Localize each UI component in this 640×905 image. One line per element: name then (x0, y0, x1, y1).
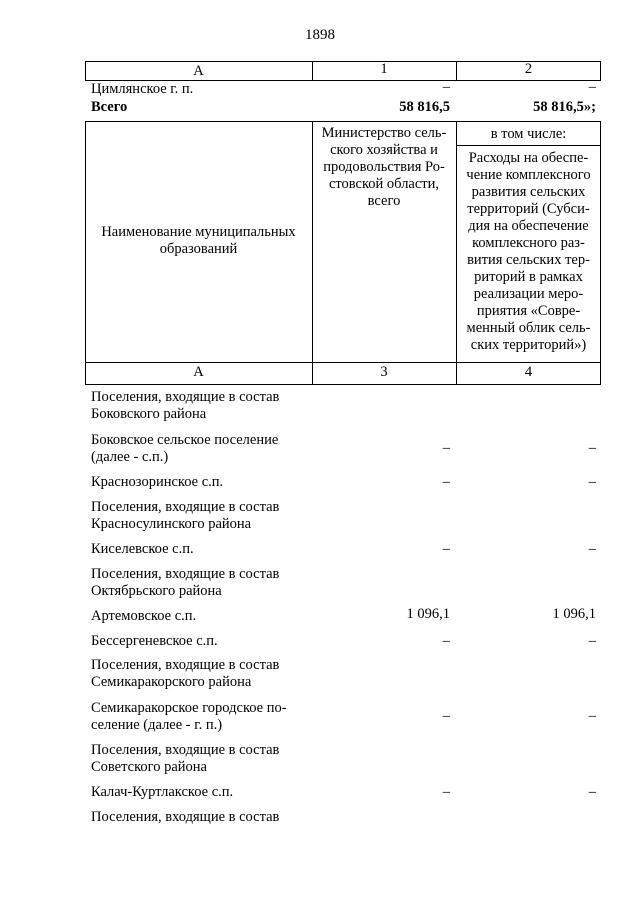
row-krasnozorinskoe-col4: – (588, 474, 596, 490)
row-semikarakorskoe-col4: – (588, 708, 596, 724)
row-bessergenevskoe-col4: – (588, 633, 596, 649)
row-semikarakorsky-district: Поселения, входящие в состав Семикаракорского района (91, 657, 280, 690)
row-bessergenevskoe: Бессергеневское с.п. (91, 633, 218, 649)
row-total-name: Всего (91, 99, 128, 115)
index-col-3: 3 (380, 364, 388, 380)
row-sovetsky-district: Поселения, входящие в состав Советского района (91, 742, 280, 775)
row-artemovskoe: Артемовское с.п. (91, 608, 197, 624)
top-header-col-2: 2 (524, 61, 533, 77)
page-number: 1898 (305, 27, 335, 43)
row-artemovskoe-col3: 1 096,1 (406, 606, 450, 622)
row-krasnozorinskoe-col3: – (442, 474, 450, 490)
row-total-col1: 58 816,5 (399, 99, 450, 115)
row-bokovskoe-col3: – (442, 440, 450, 456)
row-next-district: Поселения, входящие в состав (91, 809, 280, 825)
row-oktyabrsky-district: Поселения, входящие в состав Октябрьского района (91, 566, 280, 599)
row-bokovskoe: Боковское сельское поселение (далее - с.п.) (91, 432, 279, 465)
row-kalach-kurtlakskoe-col4: – (588, 784, 596, 800)
row-semikarakorskoe-col3: – (442, 708, 450, 724)
header-ministry: Министерство сель- ского хозяйства и продовольствия Ро- стовской области, всего (321, 125, 447, 209)
row-bokovskoe-col4: – (588, 440, 596, 456)
row-kiselevskoe-col4: – (588, 541, 596, 557)
row-kalach-kurtlakskoe-col3: – (442, 784, 450, 800)
row-krasnozorinskoe: Краснозоринское с.п. (91, 474, 224, 490)
row-artemovskoe-col4: 1 096,1 (552, 606, 596, 622)
row-krasnosulinsky-district: Поселения, входящие в состав Красносулинского района (91, 499, 280, 532)
index-col-a: А (193, 364, 204, 380)
top-header-col-1: 1 (380, 61, 388, 77)
row-tsimlyanskoe-name: Цимлянское г. п. (91, 81, 194, 97)
row-tsimlyanskoe-col1: – (442, 79, 450, 95)
header-name: Наименование муниципальных образований (101, 224, 296, 257)
row-tsimlyanskoe-col2: – (588, 79, 596, 95)
row-total-col2: 58 816,5»; (533, 99, 596, 115)
row-kiselevskoe-col3: – (442, 541, 450, 557)
row-kalach-kurtlakskoe: Калач-Куртлакское с.п. (91, 784, 234, 800)
row-bessergenevskoe-col3: – (442, 633, 450, 649)
index-col-4: 4 (524, 364, 533, 380)
row-kiselevskoe: Киселевское с.п. (91, 541, 194, 557)
header-including: в том числе: (490, 126, 567, 142)
header-expenses: Расходы на обеспе- чение комплексного развития сельских территорий (Субси- дия на обеспечение комплексного раз- вития сельских тер- риторий в рамках реализации меро- приятия «Совре- менный облик сель- ских территорий») (466, 150, 591, 353)
row-bokovsky-district: Поселения, входящие в состав Боковского района (91, 389, 280, 422)
row-semikarakorskoe: Семикаракорское городское по- селение (далее - г. п.) (91, 700, 287, 733)
top-header-col-a: А (193, 63, 204, 79)
